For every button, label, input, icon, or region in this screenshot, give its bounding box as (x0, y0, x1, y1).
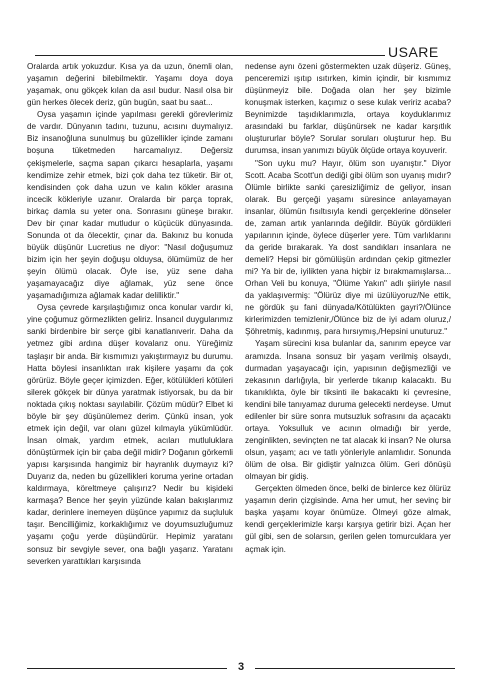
footer-rule-left (27, 668, 227, 669)
right-paragraph-3: Yaşam sürecini kısa bulanlar da, sanırım epeyce var aramızda. İnsana sonsuz bir yaşam verilmiş olsaydı, durmadan yaşayacağı için, yapısının değişmezliği ve zekasının darlığıyla, bir yerlerde tıkanıp kalacaktı. Bu tıkanıklıkta, öyle bir tiksinti ile bakacaktı ki çevresine, kendini bile tanıyamaz duruma gelecekti nerdeyse. Umut edilenler bir süre sonra mutsuzluk sofrasını da açacaktı ortaya. Yoksulluk ve acının olmadığı bir yerde, zenginlikten, sevinçten ne tat alacak ki insan? Ne olursa olsun, yaşam; acı ve tatlı yönleriyle anlamlıdır. Sonunda ölüm de olsa. Bir gidiştir yalnızca ölüm. Geri dönüşü olmayan bir gidiş. (245, 339, 451, 482)
page-number: 3 (237, 661, 245, 673)
right-paragraph-4: Gerçekten ölmeden önce, belki de binlerce kez ölürüz yaşamın derin çizgisinde. Ama her umut, her sevinç bir başka yaşamı koyar önümüze. Ölmeyi göze almak, kendi gerçeklerimizle karşı karşıya getirir bizi. Açan her gül gibi, sen de solarsın, gerilen gelen tomurcuklara yer açmak için. (245, 484, 451, 554)
header-rule (35, 55, 385, 56)
left-paragraph-2: Oysa yaşamın içinde yapılması gerekli görevlerimiz de vardır. Dünyanın tadını, tuzunu, acısını duymalıyız. Biz insanoğluna sunulmuş bu güzellikler içinde zamanı boşuna tüketmeden harcamalıyız. Değersiz çekişmelerle, saçma sapan çıkarcı hesaplarla, yaşamı kendimize zehir etmek, bizi çok daha tez tüketir. Bir ot, kendisinden çok daha uzun ve kalın kökler arasına incecik kökleriyle uzanır. Oralarda bir parça toprak, birkaç damla su yeter ona. Sonrasını güneşe bırakır. Dev bir çınar kadar mutludur o küçücük dünyasında. Sonunda ot da ölecektir, çınar da. Bakınız bu konuda büyük düşünür Lucretius ne diyor: "Nasıl doğuşumuz bizim için her şeyin doğuşu olduysa, ölümümüz de her şeyin ölümü olacak. Öyle ise, yüz sene daha yaşamayacağız diye ağlamak, yüz sene önce yaşamadığımıza ağlamak kadar delilliktir." (27, 110, 233, 301)
left-paragraph-3: Oysa çevrede karşılaştığımız onca konular vardır ki, yine çoğumuz görmezlikten geliriz. İnsancıl duygularımız sanki birdenbire bir serçe gibi kanatlanıverir. Daha da yetmez gibi ardına düşer kovalarız onu. Yüreğimiz taşlaşır bir anda. Bir kısmımızı yakıştırmayız bu durumu. Hatta böylesi insanlıktan ırak kişilere yaşamı da çok görürüz. Böyle geçer içimizden. Eğer, kötülükleri kötüleri silerek gökçek bir dünya yaratmak istiyorsak, bu da bir noktada çıkış noktası sayılabilir. Çözüm müdür? Elbet ki böyle bir şey düşünülemez derim. Çünkü insan, yok etmek için değil, var olanı güzel kılmayla yükümlüdür. İnsan olmak, yardım etmek, acıları mutluluklara dönüştürmek için bir çaba değil midir? Doğanın görkemli yapısı karşısında hangimiz bir hayranlık duymayız ki? Duyarız da, neden bu güzellikleri koruma yerine ortadan kaldırmaya, köreltmeye çalışırız? Nedir bu kişideki karmaşa? Bence her şeyin yüzünde kalan bakışlarımız kadar, derinlere inemeyen düşünce yapımız da suçluluk taşır. Bencilliğimiz, korkaklığımız ve doyumsuzluğumuz yaşamı çoğu yerde düşündürür. Hepimiz yaratanı sonsuz bir sevgiyle sever, ona bağlı yaşarız. Yaratanı severken yarattıkları karşısında (27, 303, 233, 566)
footer-rule-right (255, 668, 455, 669)
right-paragraph-2: "Son uyku mu? Hayır, ölüm son uyanıştır." Diyor Scott. Acaba Scott'un dediği gibi ölüm son uyanış mıdır? Ölümle birlikte sanki çaresizliğimiz de geliyor, insan olarak. Bu gerçeği yaşamı süresince anlayamayan insanlar, ölümün fısıltısıyla kendi gerçeklerine dönseler de, zaman artık yanlarında değildir. Büyük gördükleri yapılarının içinde, öylece düşerler yere. Tüm varlıklarını da geride bırakarak. Ya dost sandıkları insanlara ne demeli? Hepsi bir gömülüşün ardından çekip gitmezler mi? Ya bir de, iyilikten yana hiçbir iz bırakmamışlarsa... Orhan Veli bu konuya, "Ölüme Yakın" adlı şiiriyle nasıl da yaklaşıvermiş: "Ölürüz diye mi üzülüyoruz/Ne ettik, ne gördük şu fani dünyada/Kötülükten gayri?/Ölünce kirlerimizden temizlenir,/Ölünce biz de iyi adam oluruz,/Şöhretmiş, kadınmış, para hırsıymış,/Hepsini unuturuz." (245, 158, 451, 337)
right-text-column (245, 61, 451, 556)
left-text-column (27, 61, 233, 568)
running-header-title: USARE (388, 44, 439, 60)
right-paragraph-1: nedense aynı özeni göstermekten uzak düşeriz. Güneş, penceremizi ışıtıp ısıtırken, kimin içindir, bir kısmımız düşünmeyiz bile. Doğada olan her şey bizimle konuşmak isterken, kaçımız o sese kulak veririz acaba? Beynimizde taşıdıklarımızla, ortaya koyduklarımız arasındaki bu farklar, düşünürsek ne kadar karşıtlık oluştururlar böyle? Sorular soruları oluşturur hep. Bu durumsa, insan yanımızı büyük ölçüde ortaya koyuverir. (245, 62, 451, 156)
left-paragraph-1: Oralarda artık yokuzdur. Kısa ya da uzun, önemli olan, yaşamın değerini bilebilmektir. Yaşamı doya doya yaşamak, onu gökçek kılan da asıl budur. Nasıl olsa bir gün herkes ölecek deriz, gün bugün, saat bu saat... (27, 62, 233, 108)
